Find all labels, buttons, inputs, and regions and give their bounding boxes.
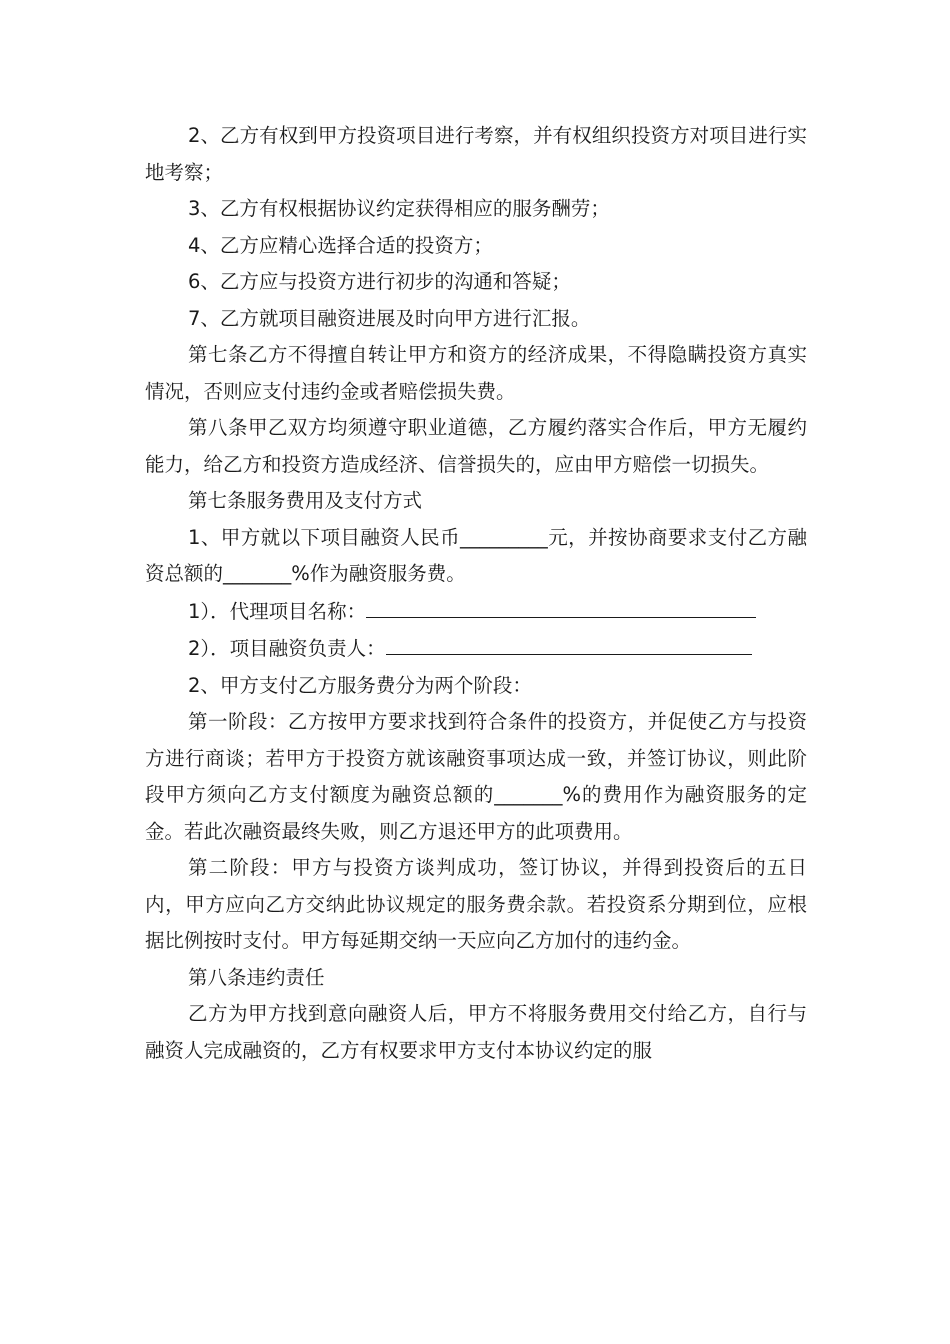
project-name-row (145, 593, 807, 631)
project-lead-label: 2）．项目融资负责人： (188, 637, 386, 660)
fee-paragraph: 1、甲方就以下项目融资人民币_________元，并按协商要求支付乙方融资总额的_______%作为融资服务费。 (145, 525, 807, 585)
clause-paragraph: 2、乙方有权到甲方投资项目进行考察，并有权组织投资方对项目进行实地考察； (145, 124, 807, 184)
article-paragraph: 第七条乙方不得擅自转让甲方和资方的经济成果，不得隐瞒投资方真实情况，否则应支付违约金或者赔偿损失费。 (145, 343, 807, 403)
clause-paragraph: 7、乙方就项目融资进展及时向甲方进行汇报。 (188, 306, 591, 330)
project-name-blank[interactable] (366, 593, 756, 618)
stage-one-paragraph: 第一阶段：乙方按甲方要求找到符合条件的投资方，并促使乙方与投资方进行商谈；若甲方于投资方就该融资事项达成一致，并签订协议，则此阶段甲方须向乙方支付额度为融资总额的_______%的费用作为融资服务的定金。若此次融资最终失败，则乙方退还甲方的此项费用。 (145, 710, 807, 843)
project-name-label: 1）．代理项目名称： (188, 599, 367, 623)
clause-paragraph: 3、乙方有权根据协议约定获得相应的服务酬劳； (188, 197, 610, 220)
liability-paragraph: 乙方为甲方找到意向融资人后，甲方不将服务费用交付给乙方，自行与融资人完成融资的，乙方有权要求甲方支付本协议约定的服 (145, 1002, 807, 1062)
document-body (145, 118, 807, 1069)
payment-stages-paragraph: 2、甲方支付乙方服务费分为两个阶段： (188, 673, 532, 697)
clause-paragraph: 4、乙方应精心选择合适的投资方； (188, 233, 493, 257)
clause-paragraph: 6、乙方应与投资方进行初步的沟通和答疑； (188, 270, 571, 293)
section-heading: 第七条服务费用及支付方式 (188, 489, 423, 512)
stage-two-paragraph: 第二阶段：甲方与投资方谈判成功，签订协议，并得到投资后的五日内，甲方应向乙方交纳此协议规定的服务费余款。若投资系分期到位，应根据比例按时支付。甲方每延期交纳一天应向乙方加付的违约金。 (145, 856, 807, 952)
article-paragraph: 第八条甲乙双方均须遵守职业道德，乙方履约落实合作后，甲方无履约能力，给乙方和投资方造成经济、信誉损失的，应由甲方赔偿一切损失。 (145, 416, 807, 476)
project-lead-blank[interactable] (386, 630, 752, 655)
section-heading: 第八条违约责任 (188, 965, 325, 989)
project-lead-row (145, 630, 807, 668)
